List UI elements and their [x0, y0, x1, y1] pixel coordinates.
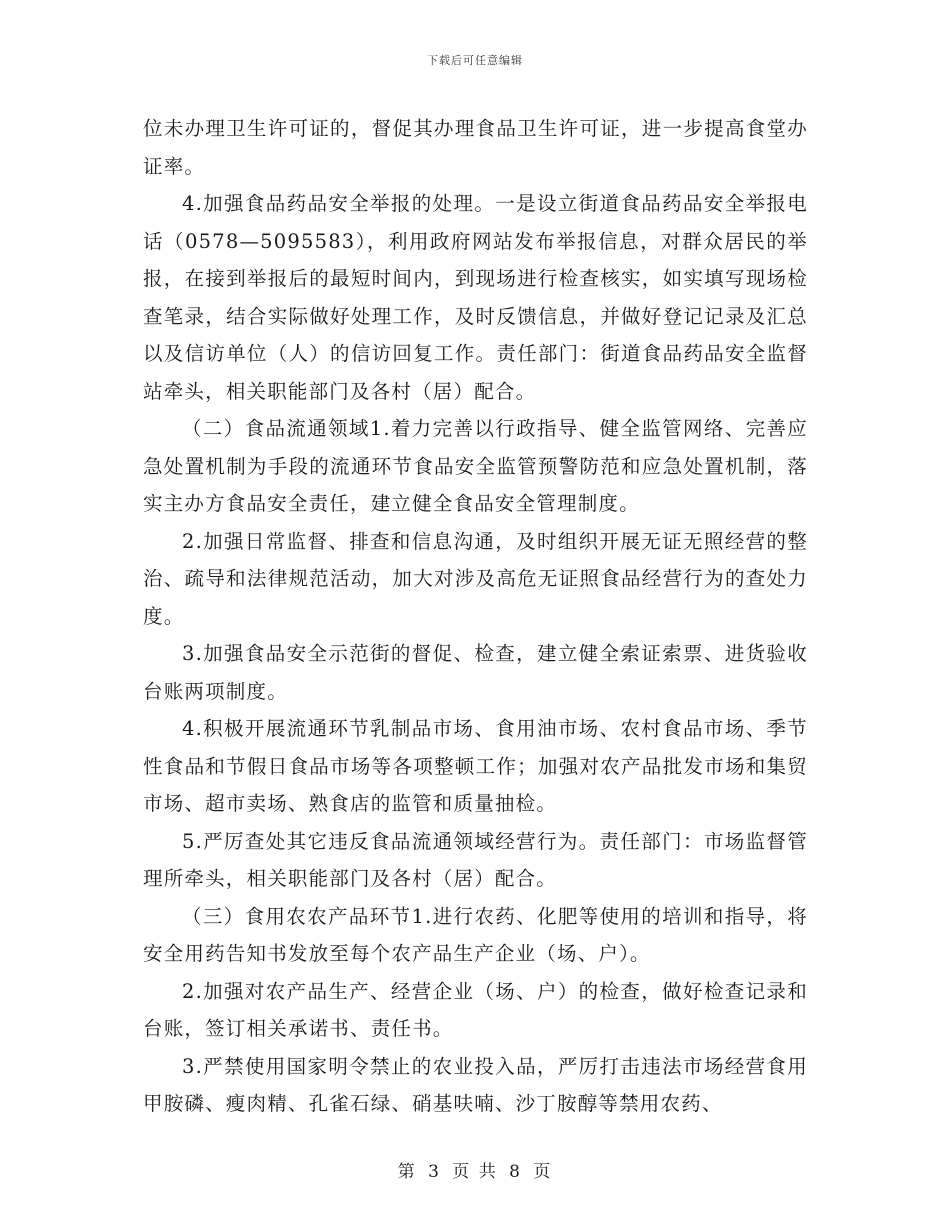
- paragraph-item-5-investigation: 5.严厉查处其它违反食品流通领域经营行为。责任部门：市场监督管理所牵头，相关职能部门及各村（居）配合。: [143, 829, 808, 890]
- page-footer: [0, 1157, 950, 1182]
- document-body: [143, 110, 808, 1123]
- page-header: 下载后可任意编辑: [427, 54, 523, 67]
- paragraph-item-3-prohibition: 3.严禁使用国家明令禁止的农业投入品，严厉打击违法市场经营食用甲胺磷、瘦肉精、孔雀石绿、硝基呋喃、沙丁胺醇等禁用农药、: [143, 1054, 808, 1115]
- page-number-current: 3: [428, 1162, 441, 1182]
- paragraph-section-3: （三）食用农农产品环节1.进行农药、化肥等使用的培训和指导，将安全用药告知书发放至每个农产品生产企业（场、户）。: [143, 904, 808, 965]
- paragraph-item-2-supervision: 2.加强日常监督、排查和信息沟通，及时组织开展无证无照经营的整治、疏导和法律规范活动，加大对涉及高危无证照食品经营行为的查处力度。: [143, 529, 808, 628]
- footer-middle: 页 共: [452, 1162, 498, 1182]
- footer-suffix: 页: [533, 1162, 553, 1182]
- paragraph-section-2: （二）食品流通领域1.着力完善以行政指导、健全监管网络、完善应急处置机制为手段的流通环节食品安全监管预警防范和应急处置机制，落实主办方食品安全责任，建立健全食品安全管理制度。: [143, 417, 808, 515]
- paragraph-item-2-inspection: 2.加强对农产品生产、经营企业（场、户）的检查，做好检查记录和台账，签订相关承诺书、责任书。: [143, 979, 808, 1040]
- paragraph-continuation: 位未办理卫生许可证的，督促其办理食品卫生许可证，进一步提高食堂办证率。: [143, 117, 808, 178]
- paragraph-item-3-demo-street: 3.加强食品安全示范街的督促、检查，建立健全索证索票、进货验收台账两项制度。: [143, 642, 808, 703]
- page-number-total: 8: [509, 1162, 522, 1182]
- paragraph-item-4-rectification: 4.积极开展流通环节乳制品市场、食用油市场、农村食品市场、季节性食品和节假日食品市场等各项整顿工作；加强对农产品批发市场和集贸市场、超市卖场、熟食店的监管和质量抽检。: [143, 717, 808, 815]
- paragraph-item-4-report: 4.加强食品药品安全举报的处理。一是设立街道食品药品安全举报电话（0578—5095583），利用政府网站发布举报信息，对群众居民的举报，在接到举报后的最短时间内，到现场进行检查核实，如实填写现场检查笔录，结合实际做好处理工作，及时反馈信息，并做好登记记录及汇总以及信访单位（人）的信访回复工作。责任部门：街道食品药品安全监督站牵头，相关职能部门及各村（居）配合。: [143, 192, 808, 403]
- footer-prefix: 第: [397, 1162, 417, 1182]
